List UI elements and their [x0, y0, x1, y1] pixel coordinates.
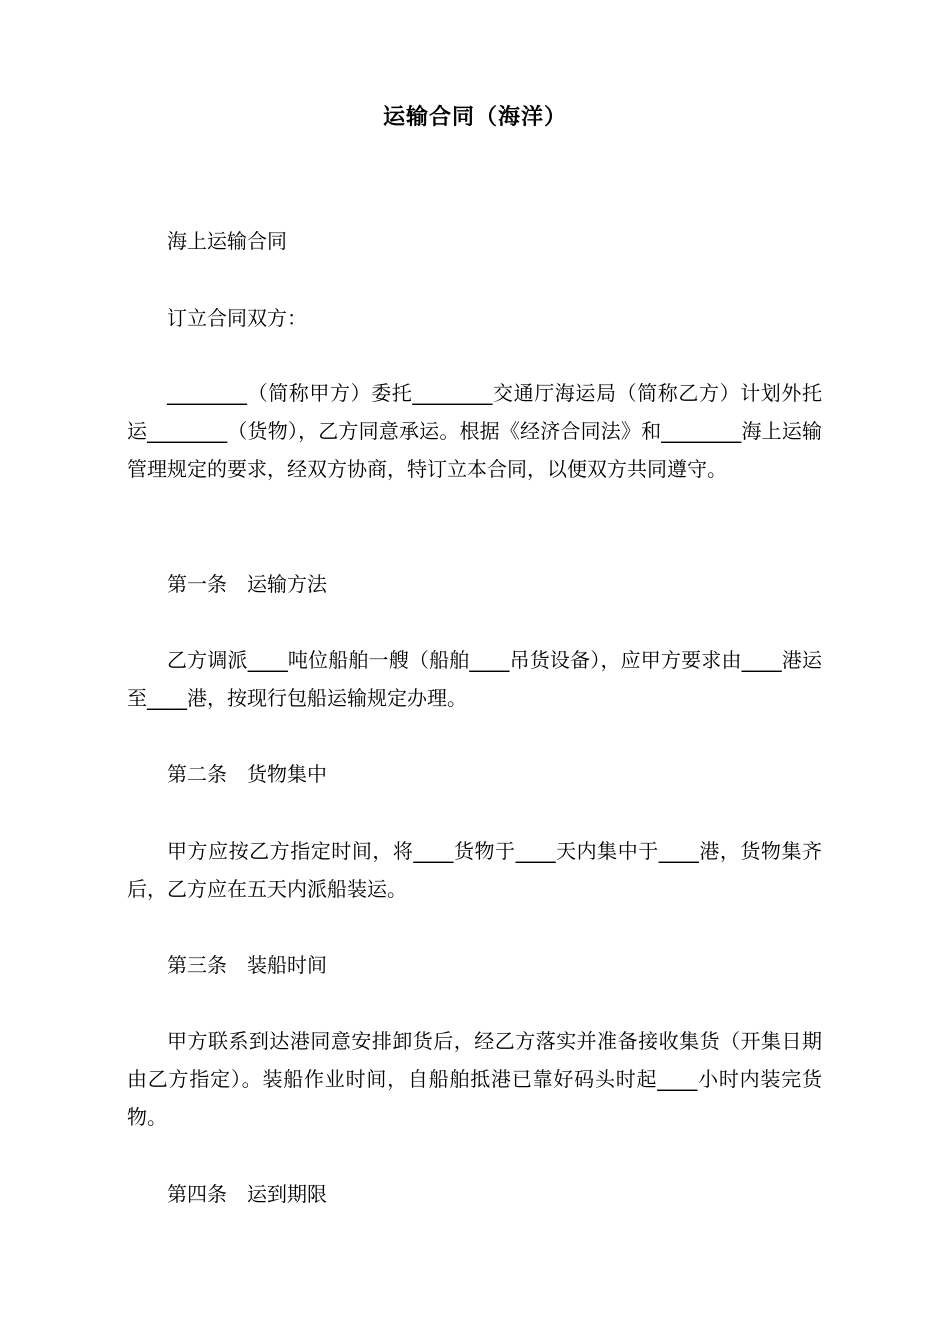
article-2-text: 甲方应按乙方指定时间，将____货物于____天内集中于____港，货物集齐后，乙方应在五天内派船装运。: [127, 839, 822, 901]
document-title: 运输合同（海洋）: [382, 105, 567, 130]
article-3-text: 甲方联系到达港同意安排卸货后，经乙方落实并准备接收集货（开集日期由乙方指定）。装船作业时间，自船舶抵港已靠好码头时起____小时内装完货物。: [127, 1029, 822, 1129]
article-1-text: 乙方调派____吨位船舶一艘（船舶____吊货设备），应甲方要求由____港运至____港，按现行包船运输规定办理。: [127, 648, 822, 710]
article-3-heading: 第三条 装船时间: [167, 953, 327, 977]
article-4-heading: 第四条 运到期限: [167, 1182, 327, 1206]
parties-label: 订立合同双方：: [167, 306, 307, 330]
contract-subtitle: 海上运输合同: [167, 229, 287, 253]
intro-paragraph: ________（简称甲方）委托________交通厅海运局（简称乙方）计划外托运________（货物），乙方同意承运。根据《经济合同法》和________海上运输管理规定的要求，经双方协商，特订立本合同，以便双方共同遵守。: [127, 381, 822, 481]
article-1-heading: 第一条 运输方法: [167, 572, 327, 596]
article-2-heading: 第二条 货物集中: [167, 762, 327, 786]
